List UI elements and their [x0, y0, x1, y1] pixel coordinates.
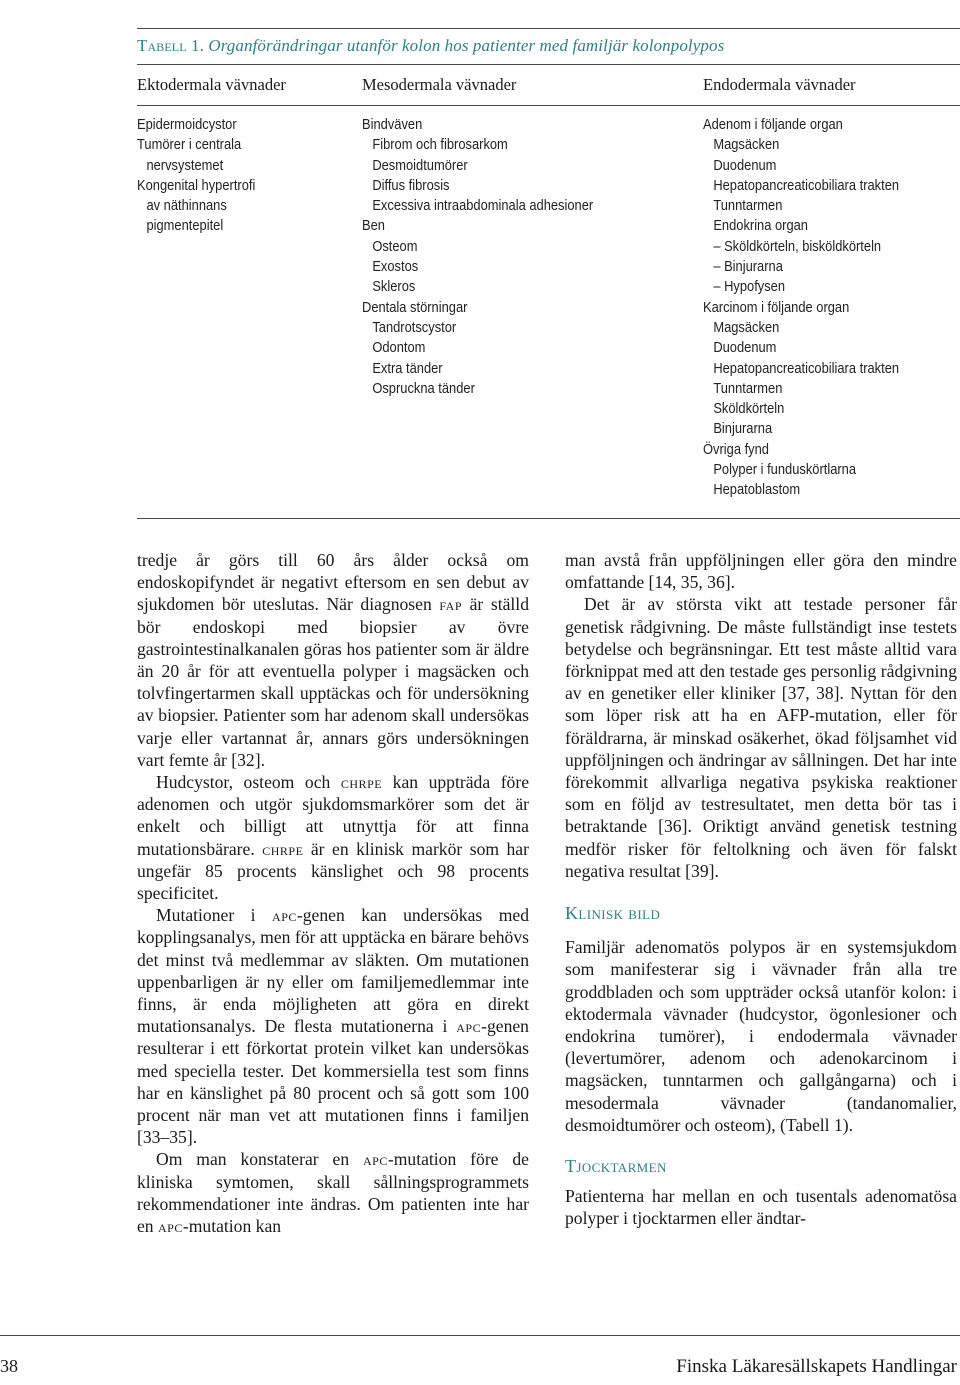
- table-header-top-rule: [137, 64, 960, 65]
- table-cell: Sköldkörteln: [713, 400, 785, 418]
- table-cell: Endokrina organ: [713, 217, 808, 235]
- table-header-endo: Endodermala vävnader: [703, 75, 856, 94]
- table-cell: Övriga fynd: [703, 440, 769, 458]
- table-cell: Bindväven: [362, 116, 423, 133]
- table-caption: [137, 36, 724, 56]
- table-cell: Excessiva intraabdominala adhesioner: [372, 197, 594, 215]
- paragraph: Patienterna har mellan en och tusentals adenomatösa polyper i tjocktarmen eller ändtar-: [565, 1186, 957, 1229]
- page-number: 38: [0, 1356, 18, 1376]
- table-cell: pigmentepitel: [146, 217, 224, 235]
- table-cell: Extra tänder: [372, 359, 443, 377]
- table-top-rule: [137, 28, 960, 29]
- table-cell: Magsäcken: [713, 318, 780, 336]
- table-cell: Odontom: [372, 339, 426, 357]
- table-header-ecto: Ektodermala vävnader: [137, 75, 286, 94]
- table-cell: Skleros: [372, 278, 416, 296]
- paragraph: Familjär adenomatös polypos är en systemsjukdom som manifesterar sig i vävnader från alla tre groddbladen och som uppträder också utanför kolon: i ektodermala vävnader (hudcystor, ögonlesioner och endokrina tumörer), i endodermala vävnader (levertumörer, adenom och adenokarcinom i magsäcken, tunntarmen och gallgångarna) och i mesodermala vävnader (tandanomalier, desmoidtumörer och osteom), (Tabell 1).: [565, 937, 957, 1135]
- journal-title: Finska Läkaresällskapets Handlingar: [676, 1356, 957, 1377]
- table-cell: – Binjurarna: [713, 258, 783, 276]
- table-column-endo: [703, 115, 931, 501]
- table-cell: Duodenum: [713, 156, 777, 174]
- table-header-meso: Mesodermala vävnader: [362, 75, 517, 94]
- table-cell: Exostos: [372, 258, 419, 276]
- paragraph: Mutationer i apc-genen kan undersökas med kopplingsanalys, men för att upptäcka en bärare behövs det minst två medlemmar av släkten. Om mutationen uppenbarligen är ny eller om familjemedlemmar inte finns, är enda möjligheten att göra en direkt mutationsanalys. De flesta mutationerna i apc-genen resulterar i ett förkortat protein vilket kan undersökas med speciella tester. Det kommersiella test som finns har en känslighet på 80 procent och så gott som 100 procent när man vet att mutationen finns i familjen [33–35].: [137, 905, 530, 1148]
- table-title: Organförändringar utanför kolon hos patienter med familjär kolonpolypos: [208, 36, 725, 55]
- table-cell: Hepatopancreaticobiliara trakten: [713, 359, 900, 377]
- table-cell: Ben: [362, 217, 385, 235]
- table-cell: Fibrom och fibrosarkom: [372, 136, 508, 154]
- paragraph: Om man konstaterar en apc-mutation före de kliniska symtomen, skall sållningsprogrammets rekommendationer inte ändras. Om patienten inte har en apc-mutation kan: [137, 1149, 529, 1237]
- table-column-ecto: [137, 115, 275, 237]
- paragraph: man avstå från uppföljningen eller göra den mindre omfattande [14, 35, 36].: [565, 550, 957, 593]
- table-cell: av näthinnans: [146, 197, 227, 215]
- section-heading-tjocktarmen: Tjocktarmen: [565, 1156, 667, 1177]
- table-cell: Adenom i följande organ: [703, 116, 843, 133]
- table-cell: Duodenum: [713, 339, 777, 357]
- table-cell: Hepatopancreaticobiliara trakten: [713, 176, 900, 194]
- table-cell: Tunntarmen: [713, 379, 783, 397]
- table-cell: Binjurarna: [713, 420, 773, 438]
- table-cell: Karcinom i följande organ: [703, 298, 850, 316]
- table-header-bottom-rule: [137, 105, 960, 106]
- table-cell: Desmoidtumörer: [372, 156, 468, 174]
- table-column-meso: [362, 115, 631, 399]
- table-bottom-rule: [137, 518, 960, 519]
- table-cell: Tandrotscystor: [372, 318, 457, 336]
- table-cell: Kongenital hypertrofi: [137, 176, 256, 194]
- body-column-right: [565, 549, 957, 1230]
- paragraph: tredje år görs till 60 års ålder också om endoskopifyndet är negativt eftersom en sen debut av sjukdomen bör uteslutas. När diagnosen fap är ställd bör endoskopi med biopsier av övre gastrointestinalkanalen göras hos patienter som är äldre än 20 år för att eventuella polyper i magsäcken och tolvfingertarmen skall upptäckas och för undersökning av biopsier. Patienter som har adenom skall undersökas varje eller vartannat år, annars görs undersökningen vart femte år [32].: [137, 550, 529, 770]
- table-cell: Polyper i funduskörtlarna: [713, 461, 857, 479]
- paragraph: Det är av största vikt att testade personer får genetisk rådgivning. De måste fullständigt inse testets betydelse och begränsningar. Ett test måste alltid vara förknippat med att den testade ges personlig rådgivning av en genetiker eller kliniker [37, 38]. Nyttan för den som löper risk att ha en AFP-mutation, eller för föräldrarna, är minskad osäkerhet, ökad följsamhet vid uppföljningen och ändringar av sållningen. Det har inte förekommit allvarliga negativa psykiska reaktioner som en följd av testresultatet, men detta bör tas i betraktande [36]. Oriktigt använd genetisk testning medför risker för feltolkning och även för falskt negativa resultat [39].: [565, 594, 957, 881]
- table-cell: – Hypofysen: [713, 278, 786, 296]
- paragraph: Hudcystor, osteom och chrpe kan uppträda före adenomen och utgör sjukdomsmarkörer som det är enkelt och billigt att utnyttja för att finna mutationsbärare. chrpe är en klinisk markör som har ungefär 85 procents känslighet och 98 procents specificitet.: [137, 772, 530, 904]
- table-cell: Dentala störningar: [362, 298, 468, 316]
- body-column-left: [137, 549, 529, 1237]
- table-label: Tabell 1.: [137, 36, 204, 55]
- section-heading-klinisk-bild: Klinisk bild: [565, 903, 661, 924]
- table-cell: Osteom: [372, 237, 418, 255]
- table-cell: Hepatoblastom: [713, 481, 801, 499]
- table-cell: nervsystemet: [146, 156, 224, 174]
- table-cell: Epidermoidcystor: [137, 116, 237, 133]
- table-cell: Diffus fibrosis: [372, 176, 450, 194]
- table-cell: Magsäcken: [713, 136, 780, 154]
- table-cell: Tunntarmen: [713, 197, 783, 215]
- table-cell: Ospruckna tänder: [372, 379, 475, 397]
- table-cell: Tumörer i centrala: [137, 136, 242, 154]
- footer-rule: [0, 1335, 960, 1336]
- table-cell: – Sköldkörteln, bisköldkörteln: [713, 237, 882, 255]
